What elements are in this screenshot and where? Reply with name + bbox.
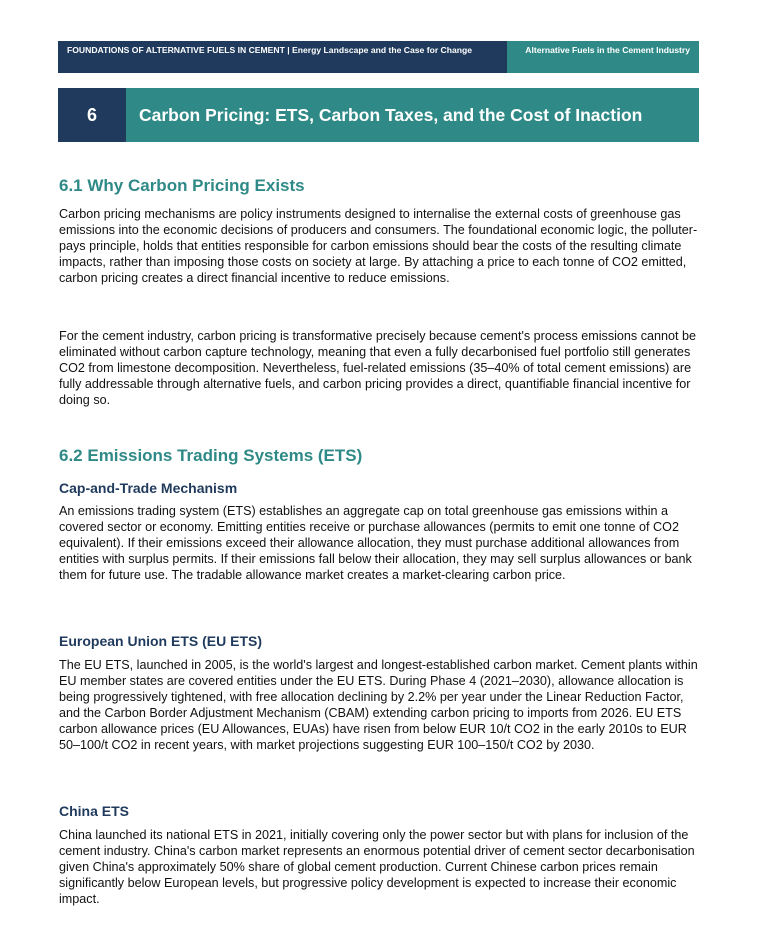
chapter-banner: [58, 88, 699, 142]
cap-and-trade-heading: Cap-and-Trade Mechanism: [59, 480, 238, 496]
cap-and-trade-paragraph: An emissions trading system (ETS) establishes an aggregate cap on total greenhouse gas emissions within a covered sector or economy. Emitting entities receive or purchase allowances (permits to emit one tonne of CO2 equivalent). If their emissions exceed their allowance allocation, they must purchase additional allowances from entities with surplus permits. If their emissions fall below their allocation, they may sell surplus allowances or bank them for future use. The tradable allowance market creates a market-clearing carbon price.: [59, 504, 692, 582]
section-6-1-paragraph-2: For the cement industry, carbon pricing is transformative precisely because cement's process emissions cannot be eliminated without carbon capture technology, meaning that even a fully decarbonised fuel portfolio still generates CO2 from limestone decomposition. Nevertheless, fuel-related emissions (35–40% of total cement emissions) are fully addressable through alternative fuels, and carbon pricing provides a direct, quantifiable financial incentive for doing so.: [59, 329, 697, 407]
eu-ets-paragraph: The EU ETS, launched in 2005, is the world's largest and longest-established carbon market. Cement plants within EU member states are covered entities under the EU ETS. During Phase 4 (2021–2030), allowance allocation is being progressively tightened, with free allocation declining by 2.2% per year under the Linear Reduction Factor, and the Carbon Border Adjustment Mechanism (CBAM) extending carbon pricing to imports from 2026. EU ETS carbon allowance prices (EU Allowances, EUAs) have risen from below EUR 10/t CO2 in the early 2010s to EUR 50–100/t CO2 in recent years, with market projections suggesting EUR 100–150/t CO2 by 2030.: [59, 658, 698, 752]
section-6-1-paragraph-1: Carbon pricing mechanisms are policy instruments designed to internalise the external costs of greenhouse gas emissions into the economic decisions of producers and consumers. The foundational economic logic, the polluter-pays principle, holds that entities responsible for carbon emissions should bear the costs of the resulting climate impacts, rather than imposing those costs on society at large. By attaching a price to each tonne of CO2 emitted, carbon pricing creates a direct financial incentive to reduce emissions.: [59, 207, 698, 285]
chapter-number: 6: [58, 88, 126, 142]
header-book-title: FOUNDATIONS OF ALTERNATIVE FUELS IN CEMENT | Energy Landscape and the Case for Change: [58, 41, 507, 73]
china-ets-heading: China ETS: [59, 803, 130, 819]
chapter-title: Carbon Pricing: ETS, Carbon Taxes, and the Cost of Inaction: [126, 88, 699, 142]
section-6-2-heading: 6.2 Emissions Trading Systems (ETS): [59, 446, 363, 465]
section-6-1-heading: 6.1 Why Carbon Pricing Exists: [59, 176, 305, 195]
running-header: [58, 41, 699, 73]
header-document-title: Alternative Fuels in the Cement Industry: [507, 41, 699, 73]
eu-ets-heading: European Union ETS (EU ETS): [59, 633, 263, 649]
china-ets-paragraph: China launched its national ETS in 2021, initially covering only the power sector but with plans for inclusion of the cement industry. China's carbon market represents an enormous potential driver of cement sector decarbonisation given China's approximately 50% share of global cement production. Current Chinese carbon prices remain significantly below European levels, but progressive policy development is expected to increase their economic impact.: [59, 828, 695, 906]
